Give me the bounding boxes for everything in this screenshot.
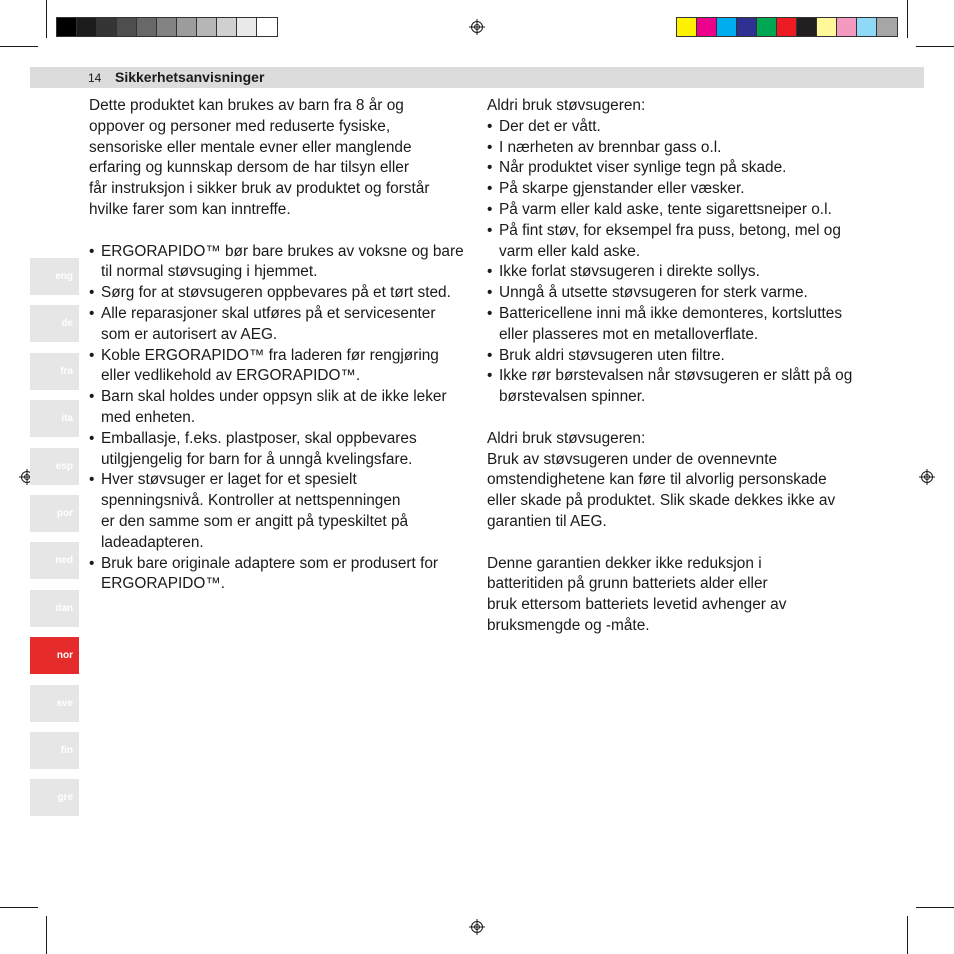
- color-swatch: [677, 18, 697, 36]
- color-swatch: [717, 18, 737, 36]
- crop-mark: [46, 0, 47, 38]
- language-tab-label: fin: [60, 745, 73, 756]
- list-item: • Bruk bare originale adaptere som er produsert for ERGORAPIDO™.: [89, 554, 474, 596]
- list-item: • Battericellene inni må ikke demonteres, kortsluttes eller plasseres mot en metalloverflate.: [487, 304, 877, 346]
- right-column: [487, 96, 877, 637]
- list-item: • Sørg for at støvsugeren oppbevares på et tørt sted.: [89, 283, 474, 304]
- language-tab-nor[interactable]: [30, 637, 79, 674]
- color-swatch: [157, 18, 177, 36]
- language-tab-por[interactable]: [30, 495, 79, 532]
- color-swatch: [137, 18, 157, 36]
- crop-mark: [916, 46, 954, 47]
- crop-mark: [0, 46, 38, 47]
- list-item: • Bruk aldri støvsugeren uten filtre.: [487, 346, 877, 367]
- list-item: • Unngå å utsette støvsugeren for sterk varme.: [487, 283, 877, 304]
- warranty-paragraph: Denne garantien dekker ikke reduksjon i batteritiden på grunn batteriets alder eller bruk ettersom batteriets levetid avhenger av bruksmengde og -måte.: [487, 554, 787, 634]
- warning-paragraph: Bruk av støvsugeren under de ovennevnte omstendighetene kan føre til alvorlig personskade eller skade på produktet. Slik skade dekkes ikke av garantien til AEG.: [487, 450, 836, 530]
- page-title: Sikkerhetsanvisninger: [115, 69, 265, 85]
- language-tab-fin[interactable]: [30, 732, 79, 769]
- registration-mark-icon: [469, 919, 485, 935]
- page-number: 14: [88, 71, 102, 85]
- color-swatch: [777, 18, 797, 36]
- color-swatch: [177, 18, 197, 36]
- crop-mark: [46, 916, 47, 954]
- language-tab-dan[interactable]: [30, 590, 79, 627]
- list-item: • Koble ERGORAPIDO™ fra laderen før rengjøring eller vedlikehold av ERGORAPIDO™.: [89, 346, 474, 388]
- grayscale-color-bar: [56, 17, 278, 37]
- list-item: • Der det er vått.: [487, 117, 877, 138]
- language-tab-fra[interactable]: [30, 353, 79, 390]
- never-use-bullet-list: [487, 117, 877, 408]
- crop-mark: [907, 0, 908, 38]
- color-swatch: [857, 18, 877, 36]
- crop-mark: [916, 907, 954, 908]
- list-item: • ERGORAPIDO™ bør bare brukes av voksne og bare til normal støvsuging i hjemmet.: [89, 242, 474, 284]
- color-swatch: [97, 18, 117, 36]
- language-tab-sve[interactable]: [30, 685, 79, 722]
- language-tab-label: nor: [56, 650, 73, 662]
- color-swatch: [877, 18, 897, 36]
- safety-bullet-list: [89, 242, 474, 596]
- list-item: • På fint støv, for eksempel fra puss, betong, mel og varm eller kald aske.: [487, 221, 877, 263]
- color-swatch: [57, 18, 77, 36]
- language-tab-label: esp: [55, 460, 73, 472]
- color-swatch: [837, 18, 857, 36]
- language-tab-label: ned: [55, 555, 73, 567]
- language-tab-label: sve: [56, 697, 73, 709]
- list-item: • Ikke forlat støvsugeren i direkte sollys.: [487, 262, 877, 283]
- crop-mark: [907, 916, 908, 954]
- language-tab-eng[interactable]: [30, 258, 79, 295]
- registration-mark-icon: [469, 19, 485, 35]
- process-color-bar: [676, 17, 898, 37]
- registration-mark-icon: [919, 469, 935, 485]
- language-tab-label: eng: [55, 271, 73, 282]
- color-swatch: [797, 18, 817, 36]
- list-item: • På skarpe gjenstander eller væsker.: [487, 179, 877, 200]
- list-item: • Barn skal holdes under oppsyn slik at de ikke leker med enheten.: [89, 387, 474, 429]
- color-swatch: [237, 18, 257, 36]
- section-heading: Aldri bruk støvsugeren:: [487, 97, 646, 114]
- color-swatch: [757, 18, 777, 36]
- color-swatch: [197, 18, 217, 36]
- language-tab-de[interactable]: [30, 305, 79, 342]
- intro-paragraph: Dette produktet kan brukes av barn fra 8 år og oppover og personer med reduserte fysiske, sensoriske eller mentale evner eller manglende erfaring og kunnskap dersom de har tilsyn eller får instruksjon i sikker bruk av produktet og forstår hvilke farer som kan inntreffe.: [89, 97, 430, 218]
- language-tab-ned[interactable]: [30, 542, 79, 579]
- language-tab-label: gre: [57, 792, 73, 804]
- list-item: • Emballasje, f.eks. plastposer, skal oppbevares utilgjengelig for barn for å unngå kvelingsfare.: [89, 429, 474, 471]
- color-swatch: [817, 18, 837, 36]
- color-swatch: [257, 18, 277, 36]
- list-item: • På varm eller kald aske, tente sigarettsneiper o.l.: [487, 200, 877, 221]
- color-swatch: [737, 18, 757, 36]
- language-tab-label: por: [56, 508, 73, 519]
- language-tab-label: de: [61, 318, 73, 330]
- color-swatch: [697, 18, 717, 36]
- language-tab-label: dan: [55, 602, 73, 614]
- language-tab-label: ita: [61, 413, 73, 425]
- language-tab-ita[interactable]: [30, 400, 79, 437]
- language-tab-gre[interactable]: [30, 779, 79, 816]
- list-item: • Hver støvsuger er laget for et spesielt spenningsnivå. Kontroller at nettspenningen er den samme som er angitt på typeskiltet på ladeadapteren.: [89, 470, 474, 553]
- language-tab-label: fra: [60, 365, 73, 377]
- color-swatch: [217, 18, 237, 36]
- color-swatch: [117, 18, 137, 36]
- left-column: [89, 96, 474, 595]
- color-swatch: [77, 18, 97, 36]
- section-heading: Aldri bruk støvsugeren:: [487, 429, 646, 447]
- list-item: • I nærheten av brennbar gass o.l.: [487, 138, 877, 159]
- list-item: • Når produktet viser synlige tegn på skade.: [487, 158, 877, 179]
- list-item: • Alle reparasjoner skal utføres på et servicesenter som er autorisert av AEG.: [89, 304, 474, 346]
- crop-mark: [0, 907, 38, 908]
- list-item: • Ikke rør børstevalsen når støvsugeren er slått på og børstevalsen spinner.: [487, 366, 877, 408]
- language-tab-esp[interactable]: [30, 448, 79, 485]
